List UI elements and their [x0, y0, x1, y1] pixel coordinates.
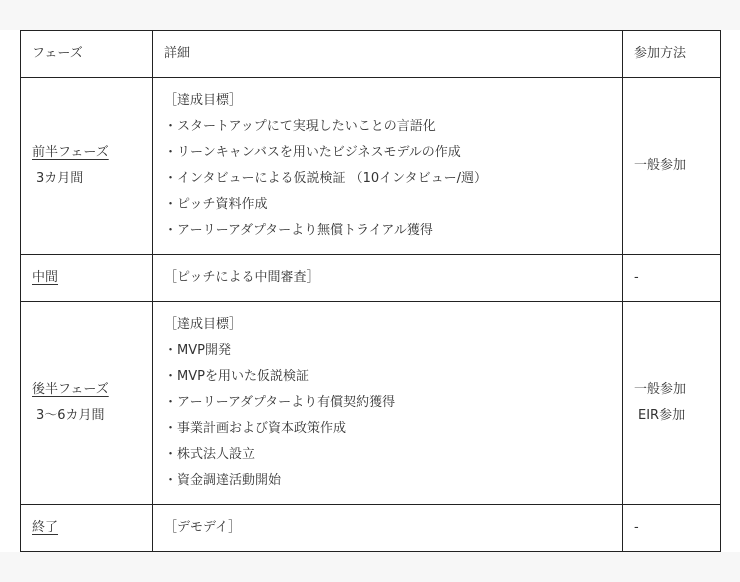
- detail-line: ・ピッチ資料作成: [164, 197, 268, 212]
- header-participation: 参加方法: [623, 31, 721, 78]
- detail-line: ・資金調達活動開始: [164, 473, 282, 488]
- header-phase: フェーズ: [21, 31, 153, 78]
- program-phase-table: [20, 30, 721, 552]
- detail-line: ・MVPを用いた仮説検証: [164, 369, 309, 384]
- detail-line: ・株式法人設立: [164, 447, 256, 462]
- phase-duration: 3〜6カ月間: [36, 408, 105, 423]
- detail-line: ［デモデイ］: [164, 520, 242, 535]
- table-row: [21, 302, 721, 505]
- participation-cell: [623, 505, 721, 552]
- detail-cell: [153, 255, 623, 302]
- participation-cell: [623, 302, 721, 505]
- detail-line: ・スタートアップにて実現したいことの言語化: [164, 119, 436, 134]
- phase-duration: 3カ月間: [36, 171, 84, 186]
- phase-link-end[interactable]: 終了: [32, 520, 59, 535]
- phase-cell: [21, 302, 153, 505]
- document-sheet: [0, 30, 740, 552]
- participation-value: 一般参加: [634, 382, 687, 397]
- participation-value: 一般参加: [634, 158, 687, 173]
- detail-line: ・MVP開発: [164, 343, 231, 358]
- phase-cell: [21, 78, 153, 255]
- table-row: [21, 505, 721, 552]
- detail-cell: [153, 505, 623, 552]
- participation-value: EIR参加: [638, 408, 686, 423]
- phase-link-first-half[interactable]: 前半フェーズ: [32, 145, 109, 160]
- participation-value: -: [634, 270, 639, 285]
- phase-link-second-half[interactable]: 後半フェーズ: [32, 382, 109, 397]
- phase-cell: [21, 505, 153, 552]
- header-detail: 詳細: [153, 31, 623, 78]
- detail-line: ［ピッチによる中間審査］: [164, 270, 320, 285]
- detail-line: ［達成目標］: [164, 93, 243, 108]
- phase-link-midterm[interactable]: 中間: [32, 270, 59, 285]
- detail-line: ・インタビューによる仮説検証 （10インタビュー/週）: [164, 171, 488, 186]
- participation-cell: [623, 255, 721, 302]
- detail-line: ・事業計画および資本政策作成: [164, 421, 347, 436]
- participation-value: -: [634, 520, 639, 535]
- detail-cell: [153, 302, 623, 505]
- detail-cell: [153, 78, 623, 255]
- phase-cell: [21, 255, 153, 302]
- detail-line: ・アーリーアダプターより有償契約獲得: [164, 395, 396, 410]
- detail-line: ・アーリーアダプターより無償トライアル獲得: [164, 223, 433, 238]
- table-header-row: [21, 31, 721, 78]
- table-row: [21, 255, 721, 302]
- detail-line: ・リーンキャンバスを用いたビジネスモデルの作成: [164, 145, 461, 160]
- participation-cell: [623, 78, 721, 255]
- table-row: [21, 78, 721, 255]
- detail-line: ［達成目標］: [164, 317, 243, 332]
